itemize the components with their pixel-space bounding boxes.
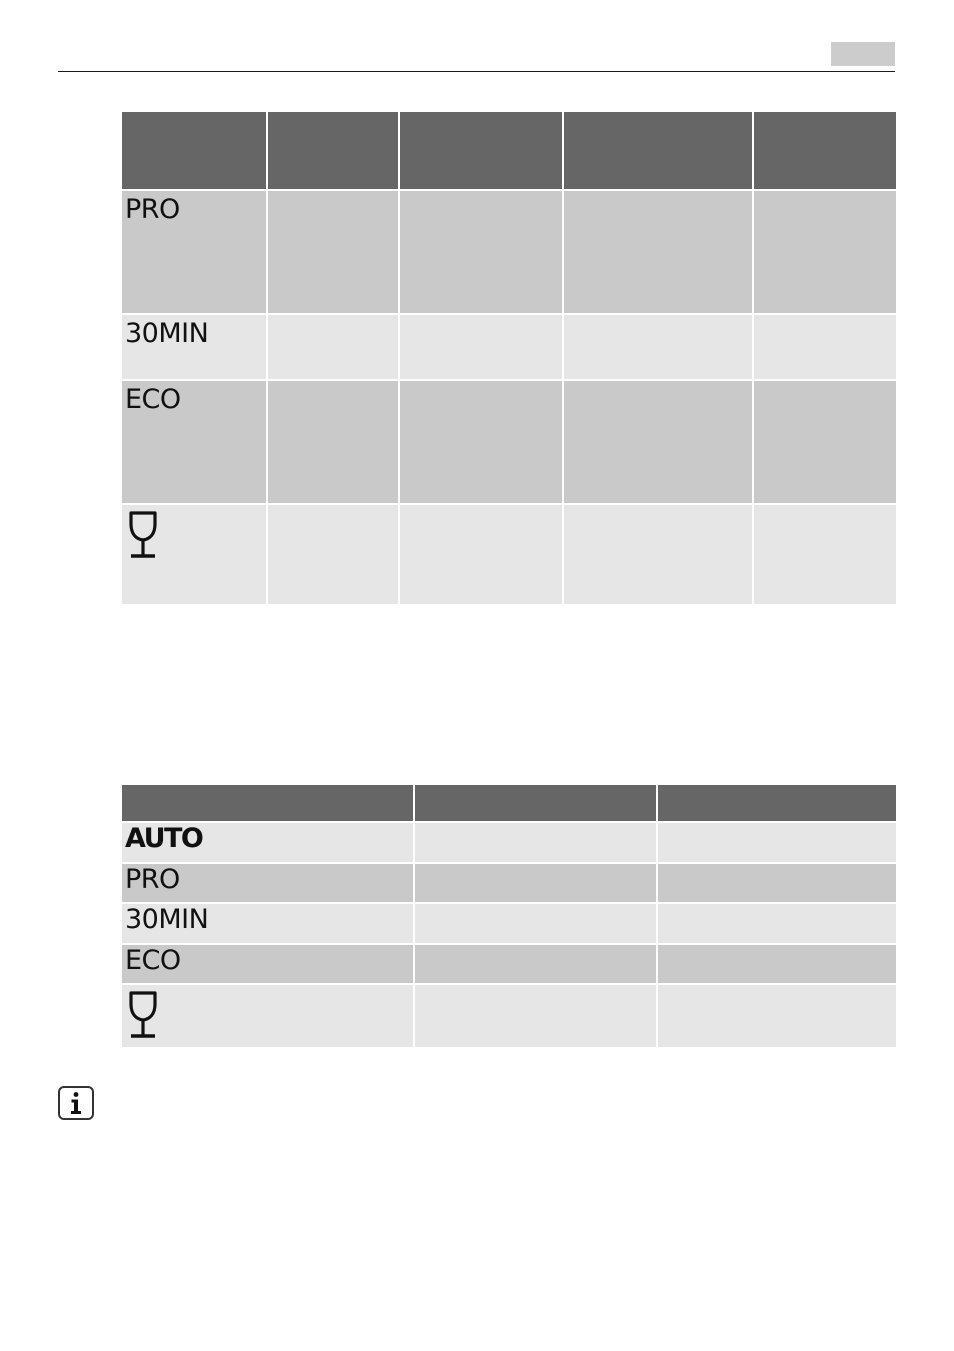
- header-cell: [267, 111, 399, 190]
- value-cell: [267, 380, 399, 504]
- table-row: [121, 944, 897, 984]
- value-cell: [399, 380, 563, 504]
- program-cell: [121, 984, 414, 1048]
- value-cell: [267, 190, 399, 314]
- value-cell: [399, 504, 563, 605]
- value-cell: [657, 944, 897, 984]
- value-cell: [563, 314, 753, 380]
- info-icon: [58, 1086, 94, 1120]
- program-cell: [121, 903, 414, 944]
- value-cell: [657, 822, 897, 863]
- value-cell: [657, 903, 897, 944]
- table-header-row: [121, 111, 897, 190]
- page-tab: [831, 42, 895, 66]
- value-cell: [753, 504, 897, 605]
- header-cell: [121, 111, 267, 190]
- value-cell: [414, 944, 657, 984]
- header-cell: [121, 784, 414, 822]
- header-cell: [753, 111, 897, 190]
- value-cell: [657, 984, 897, 1048]
- header-cell: [657, 784, 897, 822]
- consumption-values-table: [120, 783, 898, 1049]
- table-row: [121, 380, 897, 504]
- value-cell: [399, 190, 563, 314]
- program-label: 30MIN: [125, 318, 209, 349]
- table-row: [121, 822, 897, 863]
- value-cell: [414, 863, 657, 903]
- value-cell: [414, 903, 657, 944]
- value-cell: [657, 863, 897, 903]
- program-cell: [121, 944, 414, 984]
- wine-glass-icon: [122, 505, 266, 560]
- program-cell: [121, 190, 267, 314]
- table-row: [121, 504, 897, 605]
- table-header-row: [121, 784, 897, 822]
- value-cell: [563, 190, 753, 314]
- value-cell: [753, 314, 897, 380]
- header-cell: [563, 111, 753, 190]
- table-row: [121, 903, 897, 944]
- table-row: [121, 984, 897, 1048]
- program-label: PRO: [125, 864, 180, 895]
- header-cell: [399, 111, 563, 190]
- value-cell: [753, 190, 897, 314]
- table-row: [121, 863, 897, 903]
- table-row: [121, 314, 897, 380]
- program-cell: [121, 380, 267, 504]
- value-cell: [563, 504, 753, 605]
- program-cell: [121, 504, 267, 605]
- header-rule: [58, 71, 895, 72]
- value-cell: [399, 314, 563, 380]
- wine-glass-icon: [122, 985, 413, 1040]
- program-label: AUTO: [125, 823, 203, 854]
- value-cell: [267, 504, 399, 605]
- program-cell: [121, 314, 267, 380]
- header-cell: [414, 784, 657, 822]
- value-cell: [267, 314, 399, 380]
- program-values-table: [120, 110, 898, 606]
- value-cell: [753, 380, 897, 504]
- program-cell: [121, 822, 414, 863]
- value-cell: [563, 380, 753, 504]
- table-row: [121, 190, 897, 314]
- value-cell: [414, 984, 657, 1048]
- program-label: PRO: [125, 194, 180, 225]
- program-label: ECO: [125, 384, 181, 415]
- program-label: ECO: [125, 945, 181, 976]
- program-label: 30MIN: [125, 904, 209, 935]
- program-cell: [121, 863, 414, 903]
- value-cell: [414, 822, 657, 863]
